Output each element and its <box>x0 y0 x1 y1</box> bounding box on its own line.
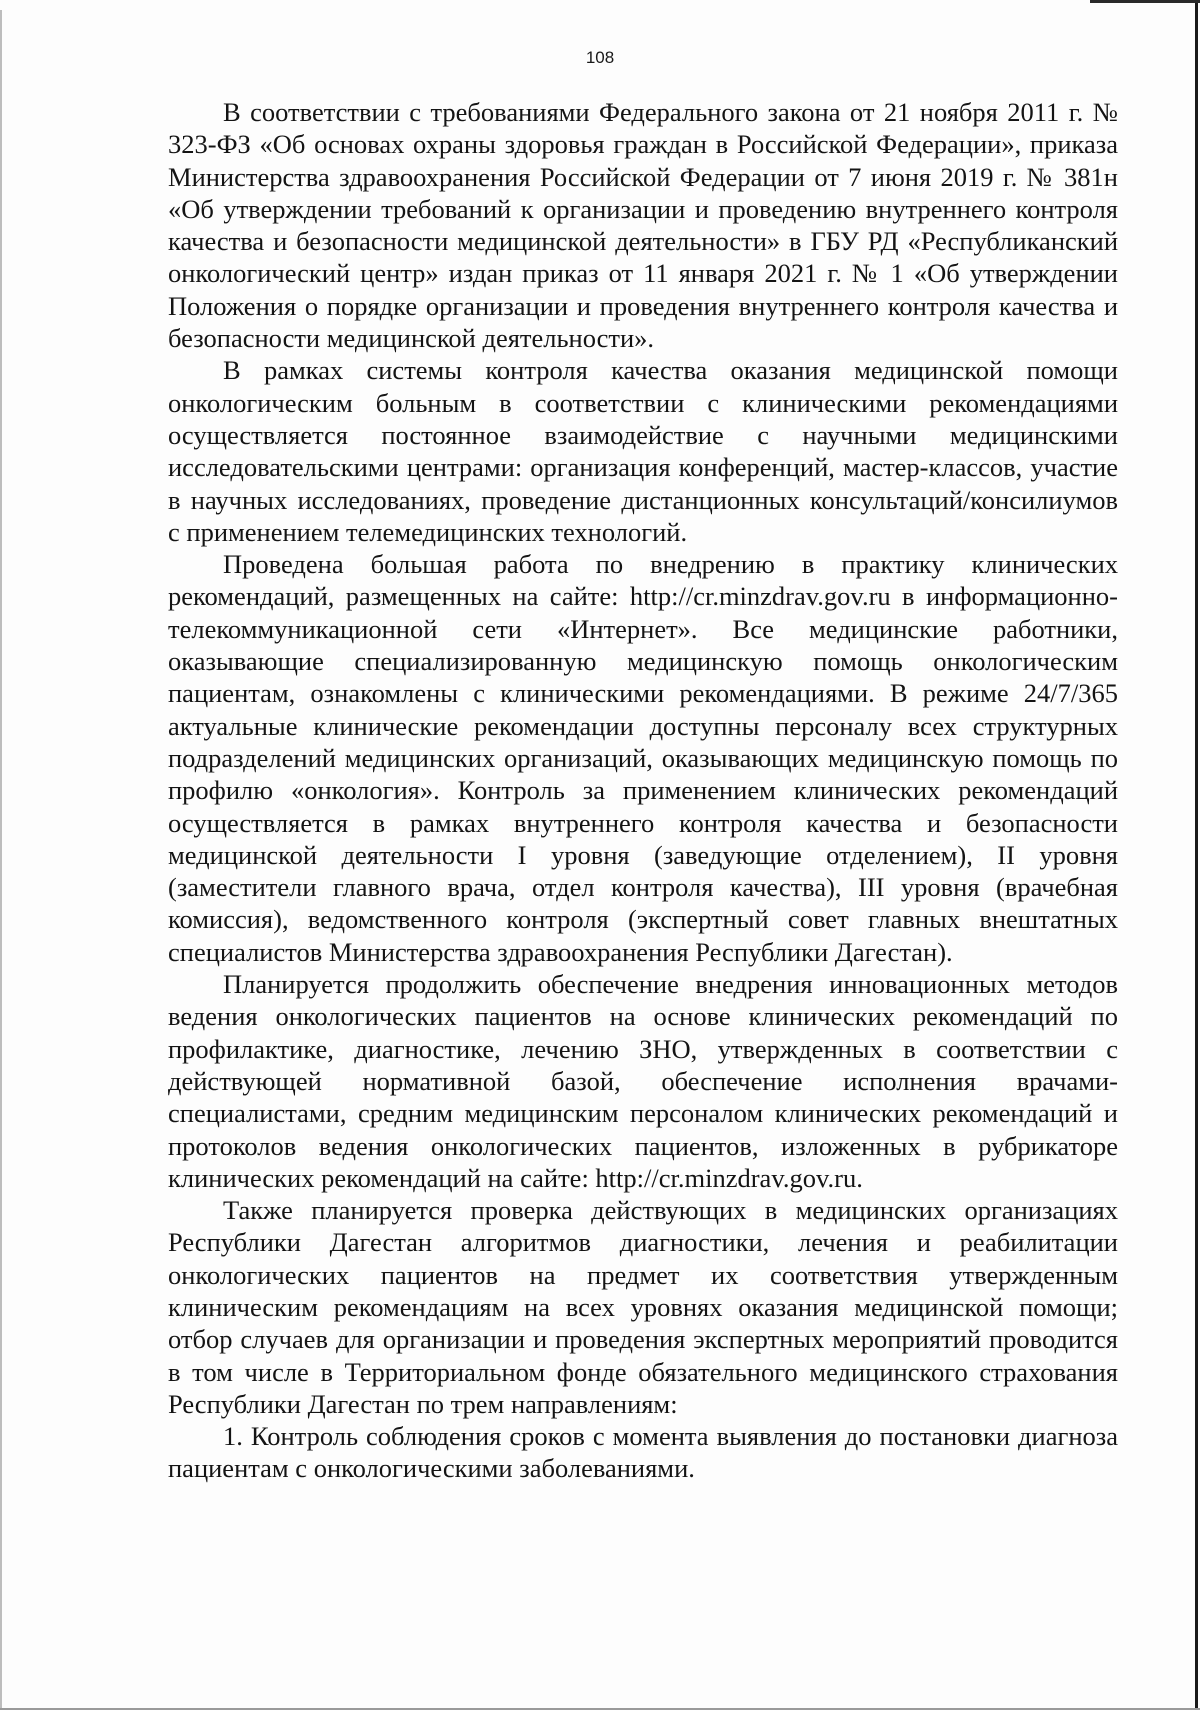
paragraph-quality-control: В рамках системы контроля качества оказания медицинской помощи онкологическим больным в соответствии с клиническими рекомендациями осуществляется постоянное взаимодействие с научными медицинскими исследовательскими центрами: организация конференций, мастер-классов, участие в научных исследованиях, проведение дистанционных консультаций/консилиумов с применением телемедицинских технологий. <box>168 355 1118 547</box>
paragraph-legal-basis: В соответствии с требованиями Федерального закона от 21 ноября 2011 г. № 323-ФЗ «Об основах охраны здоровья граждан в Российской Федерации», приказа Министерства здравоохранения Российской Федерации от 7 июня 2019 г. № 381н «Об утверждении требований к организации и проведению внутреннего контроля качества и безопасности медицинской деятельности» в ГБУ РД «Республиканский онкологический центр» издан приказ от 11 января 2021 г. № 1 «Об утверждении Положения о порядке организации и проведения внутреннего контроля качества и безопасности медицинской деятельности». <box>168 97 1118 354</box>
scan-edge-left <box>0 10 2 1710</box>
paragraph-list-item-1: 1. Контроль соблюдения сроков с момента выявления до постановки диагноза пациентам с онкологическими заболеваниями. <box>168 1421 1118 1484</box>
paragraph-planned-verification: Также планируется проверка действующих в медицинских организациях Республики Дагестан алгоритмов диагностики, лечения и реабилитации онкологических пациентов на предмет их соответствия утвержденным клиническим рекомендациям на всех уровнях оказания медицинской помощи; отбор случаев для организации и проведения экспертных мероприятий проводится в том числе в Территориальном фонде обязательного медицинского страхования Республики Дагестан по трем направлениям: <box>168 1195 1118 1419</box>
document-body <box>168 96 1118 1485</box>
page-number: 108 <box>585 48 615 67</box>
scan-edge-top <box>1090 0 1200 3</box>
paragraph-planned-innovations: Планируется продолжить обеспечение внедрения инновационных методов ведения онкологических пациентов на основе клинических рекомендаций по профилактике, диагностике, лечению ЗНО, утвержденных в соответствии с действующей нормативной базой, обеспечение исполнения врачами-специалистами, средним медицинским персоналом клинических рекомендаций и протоколов ведения онкологических пациентов, изложенных в рубрикаторе клинических рекомендаций на сайте: http://cr.minzdrav.gov.ru. <box>168 969 1118 1193</box>
scan-edge-right <box>1195 0 1198 1710</box>
paragraph-clinical-recommendations: Проведена большая работа по внедрению в практику клинических рекомендаций, размещенных на сайте: http://cr.minzdrav.gov.ru в информационно-телекоммуникационной сети «Интернет». Все медицинские работники, оказывающие специализированную медицинскую помощь онкологическим пациентам, ознакомлены с клиническими рекомендациями. В режиме 24/7/365 актуальные клинические рекомендации доступны персоналу всех структурных подразделений медицинских организаций, оказывающих медицинскую помощь по профилю «онкология». Контроль за применением клинических рекомендаций осуществляется в рамках внутреннего контроля качества и безопасности медицинской деятельности I уровня (заведующие отделением), II уровня (заместители главного врача, отдел контроля качества), III уровня (врачебная комиссия), ведомственного контроля (экспертный совет главных внештатных специалистов Министерства здравоохранения Республики Дагестан). <box>168 549 1118 967</box>
